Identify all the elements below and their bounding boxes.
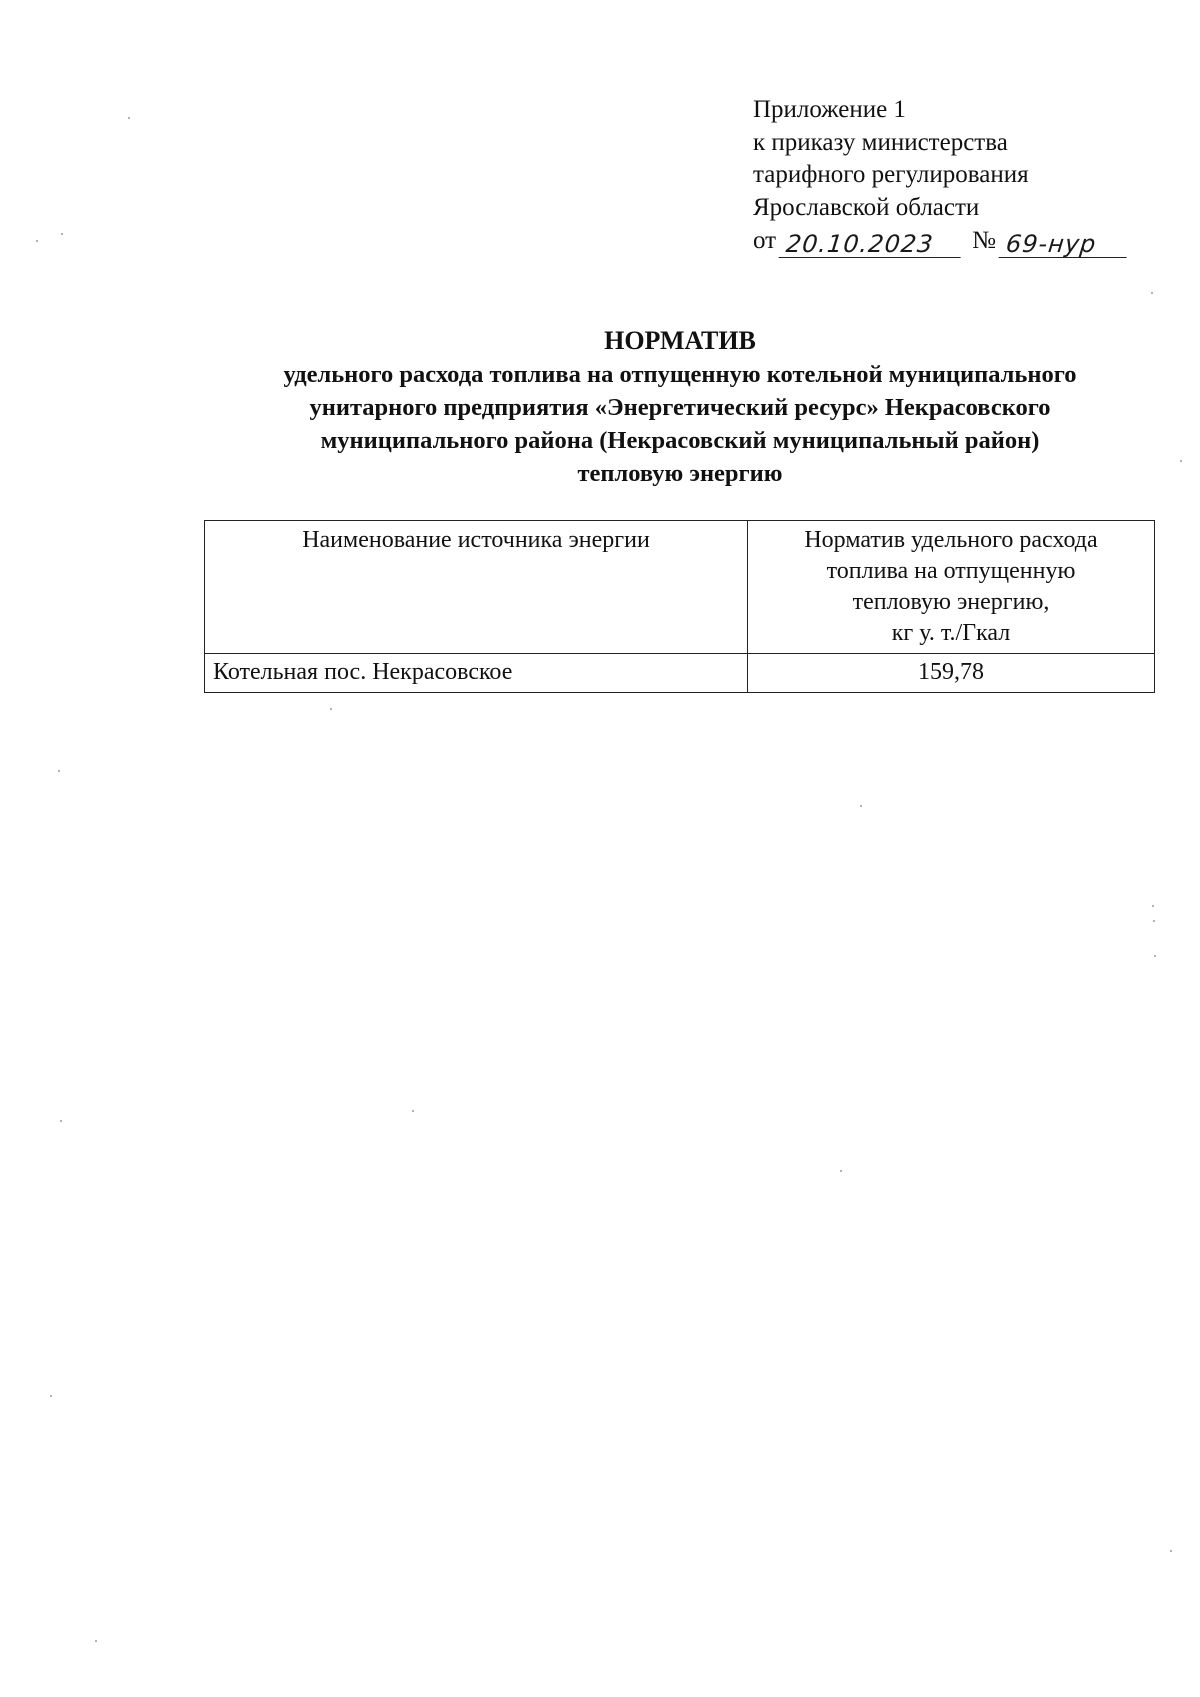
scan-speck [840,1170,842,1172]
annex-region-line: Ярославской области [753,193,980,221]
subtitle-line-3: муниципального района (Некрасовский муниципальный район) [320,427,1040,454]
subtitle-line-4: тепловую энергию [577,460,783,487]
header-norm-line-2: топлива на отпущенную [826,558,1076,584]
scan-speck [412,1110,414,1112]
norm-table [204,520,1155,693]
scan-speck [60,1120,62,1122]
scan-speck [1152,905,1154,907]
annex-date-number-line [753,225,1153,258]
header-source-name: Наименование источника энергии [205,521,748,654]
scan-speck [1153,920,1155,922]
scan-speck [61,233,63,235]
annex-block [753,94,1153,258]
scan-speck [860,805,862,807]
scan-speck [58,770,60,772]
document-title: НОРМАТИВ [604,326,756,355]
header-norm [748,521,1155,654]
table-header-row [205,521,1155,654]
header-norm-unit: кг у. т./Гкал [891,620,1011,646]
table-row [205,654,1155,693]
subtitle-line-1: удельного расхода топлива на отпущенную котельной муниципального [283,361,1077,388]
header-norm-line-3: тепловую энергию, [852,589,1050,615]
row-norm-value: 159,78 [748,654,1155,693]
header-norm-line-1: Норматив удельного расхода [804,527,1098,553]
scan-speck [1170,1550,1172,1552]
number-prefix: № [972,227,996,254]
annex-title: Приложение 1 [753,96,906,123]
document-subtitle [180,358,1180,490]
handwritten-date: 20.10.2023 [779,231,964,258]
scan-speck [50,1395,52,1397]
annex-order-reference: к приказу министерства [753,128,1008,156]
scan-speck [95,1640,97,1642]
row-source-name: Котельная пос. Некрасовское [205,654,748,693]
scan-speck [1154,955,1156,957]
scan-speck [1180,460,1182,462]
scan-speck [36,240,38,242]
subtitle-line-2: унитарного предприятия «Энергетический ресурс» Некрасовского [309,394,1051,421]
scan-speck [1151,292,1153,294]
date-prefix: от [753,227,777,254]
handwritten-number: 69-нур [999,231,1130,258]
annex-ministry-line: тарифного регулирования [753,161,1029,188]
title-block [180,324,1180,490]
scan-speck [330,708,332,710]
scan-speck [128,117,130,119]
